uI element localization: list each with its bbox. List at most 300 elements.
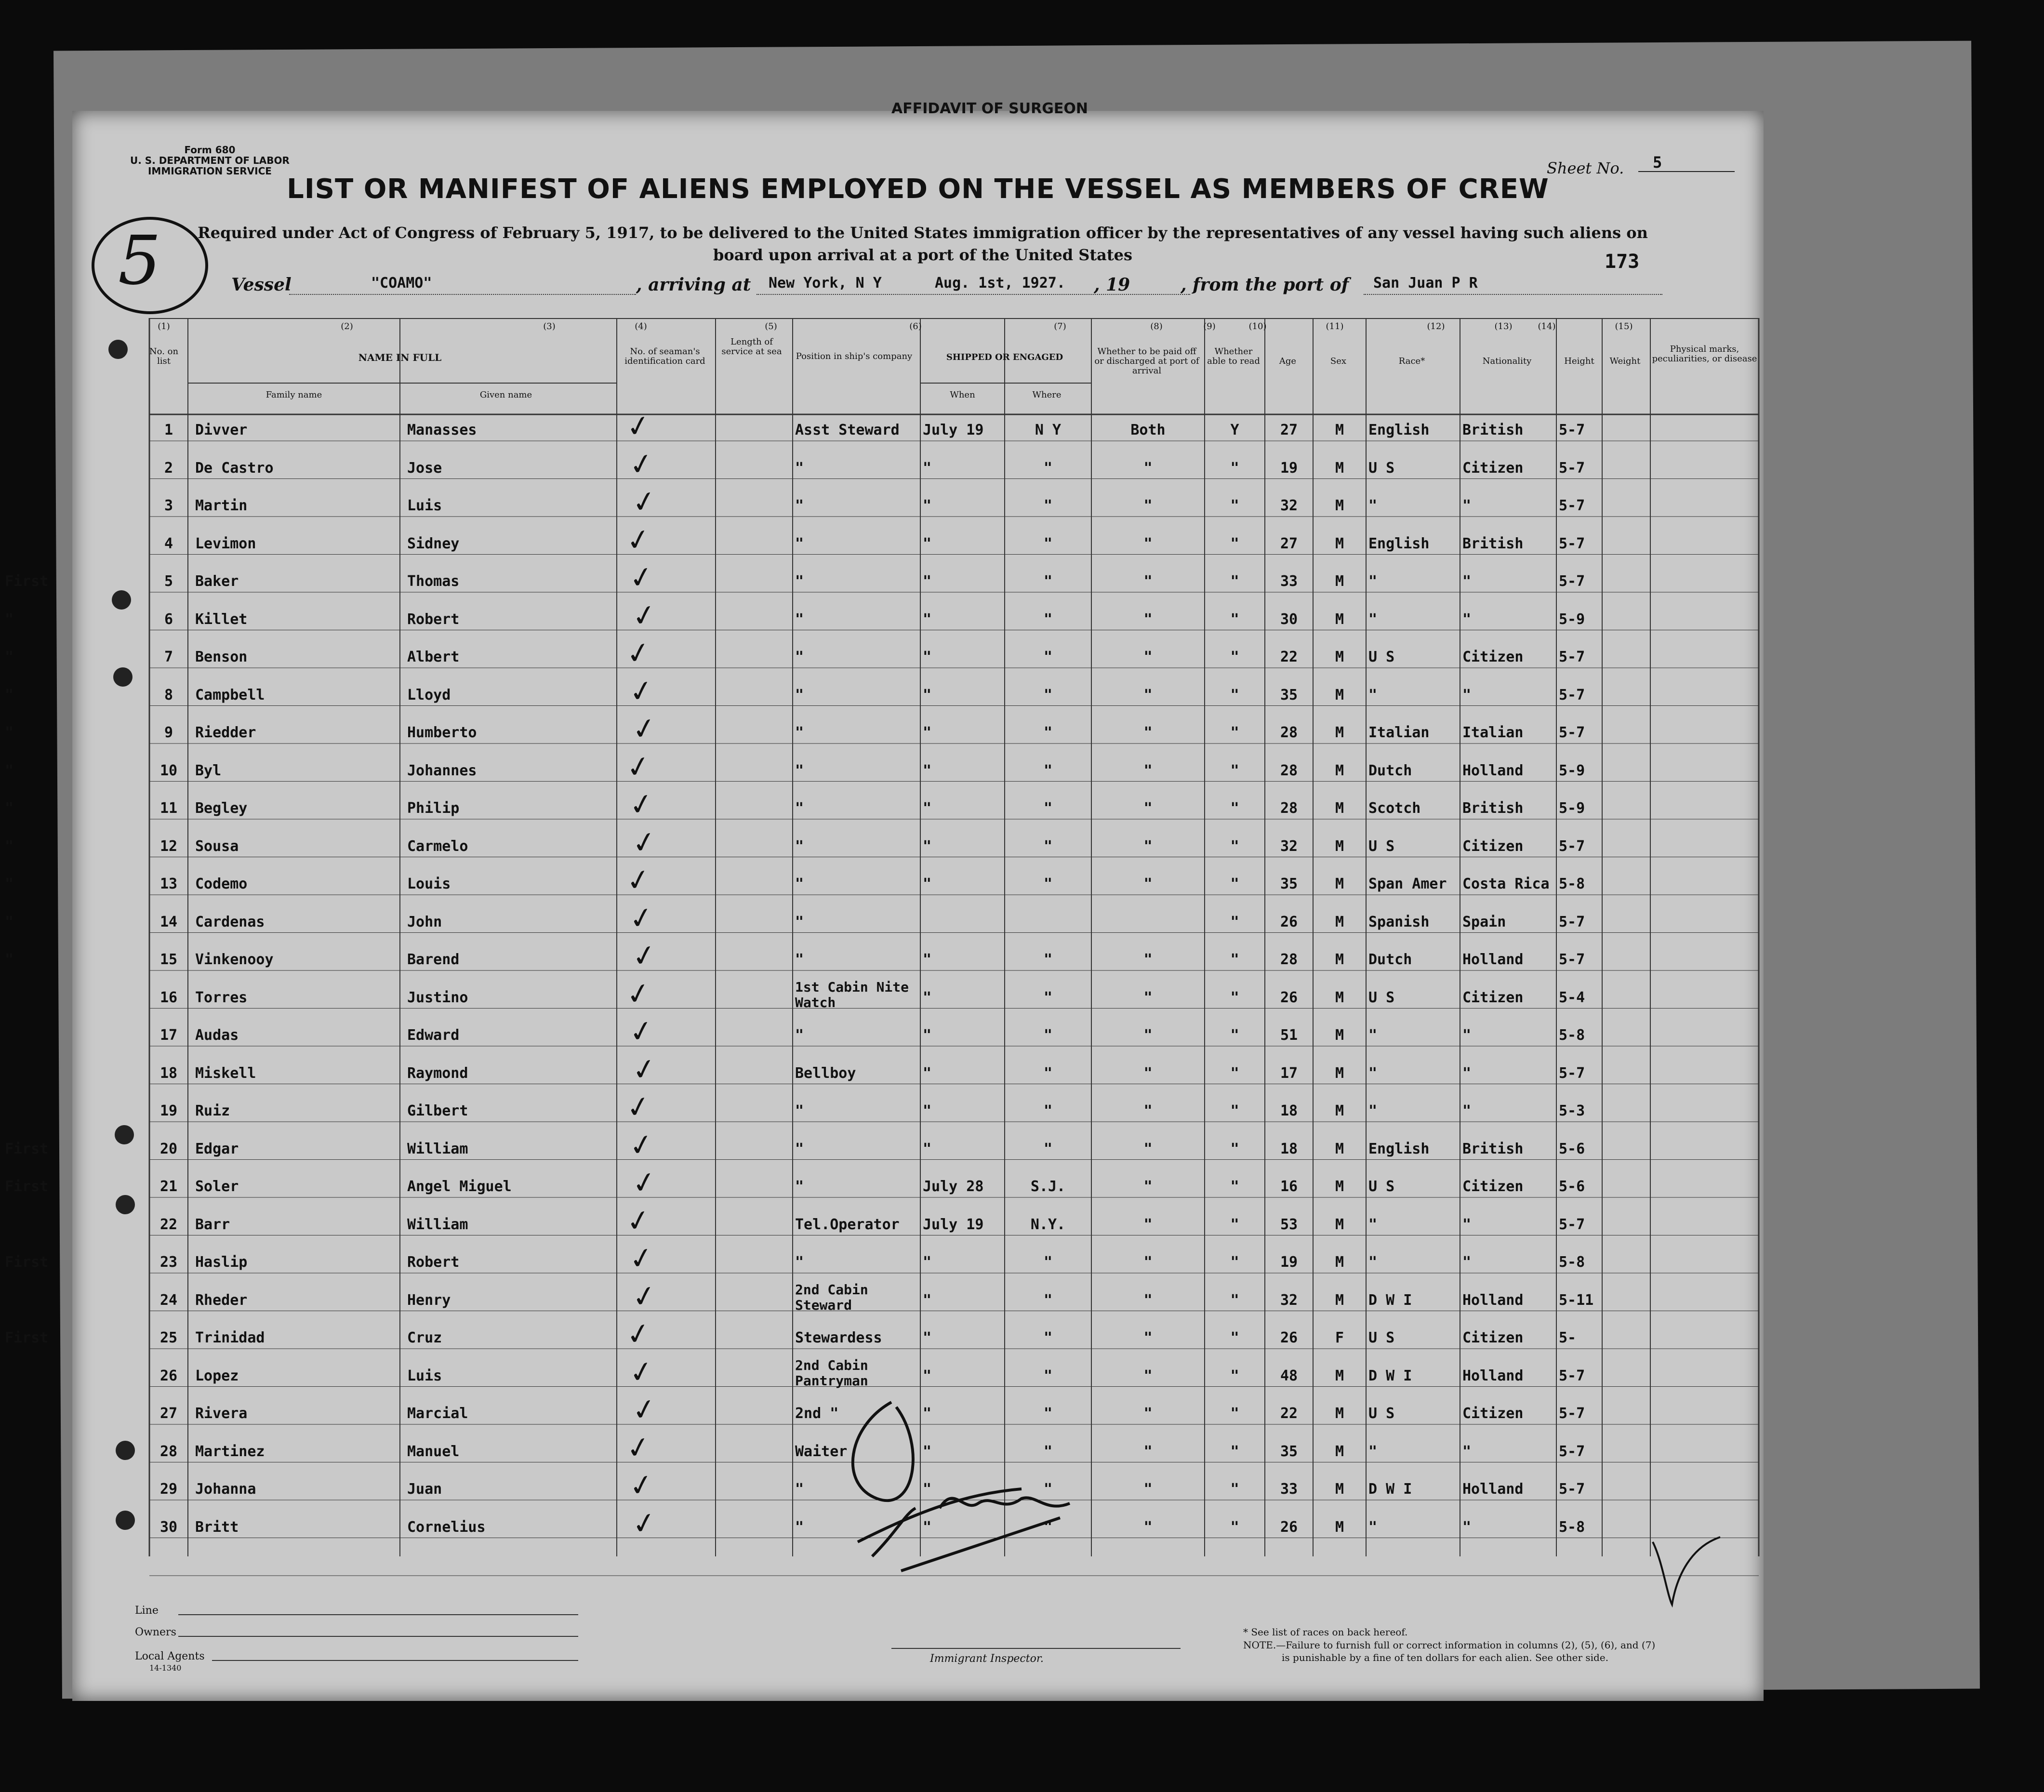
shipped-where: " xyxy=(1043,1481,1053,1498)
check-mark: ✓ xyxy=(624,975,653,1013)
punch-hole xyxy=(116,1441,135,1460)
shipped-when: " xyxy=(923,686,932,704)
able-to-read: " xyxy=(1230,535,1239,552)
given-name: Louis xyxy=(407,876,451,892)
able-to-read: " xyxy=(1230,1481,1239,1498)
form-line: Form 680 xyxy=(184,144,236,156)
given-name: Jose xyxy=(407,459,442,477)
race: U S xyxy=(1368,1178,1395,1195)
paid-off: " xyxy=(1143,1329,1153,1346)
check-mark: ✓ xyxy=(626,1240,656,1277)
nationality: Holland xyxy=(1462,762,1524,779)
race: U S xyxy=(1368,649,1395,665)
able-to-read: " xyxy=(1230,573,1239,590)
able-to-read: " xyxy=(1230,876,1239,892)
age: 51 xyxy=(1280,1027,1298,1044)
race: " xyxy=(1368,497,1378,514)
given-name: Luis xyxy=(407,1367,442,1384)
manifest-page xyxy=(5,100,1764,1701)
able-to-read: " xyxy=(1230,1291,1239,1309)
paid-off: " xyxy=(1143,1291,1153,1309)
family-name: Begley xyxy=(195,800,248,817)
punch-hole xyxy=(116,1511,135,1530)
sex: M xyxy=(1335,1405,1344,1422)
age: 19 xyxy=(1280,1254,1298,1271)
nationality: " xyxy=(1462,1254,1472,1271)
able-to-read: " xyxy=(1230,989,1239,1006)
race: Dutch xyxy=(1368,951,1412,968)
sex: M xyxy=(1335,1481,1344,1498)
year-label: , 19 xyxy=(1094,275,1130,295)
shipped-where: " xyxy=(1043,1140,1053,1157)
able-to-read: " xyxy=(1230,1367,1239,1384)
paid-off: " xyxy=(1143,1027,1153,1044)
nationality: Holland xyxy=(1462,951,1524,968)
age: 32 xyxy=(1280,497,1298,514)
check-mark: ✓ xyxy=(629,597,659,635)
check-mark: ✓ xyxy=(626,672,656,710)
age: 18 xyxy=(1280,1102,1298,1119)
shipped-where: " xyxy=(1043,1027,1053,1044)
race: " xyxy=(1368,1443,1378,1460)
family-name: Divver xyxy=(195,422,248,438)
able-to-read: " xyxy=(1230,1216,1239,1233)
paid-off: " xyxy=(1143,1254,1153,1271)
shipped-when: " xyxy=(923,762,932,779)
check-mark: ✓ xyxy=(629,1504,659,1542)
shipped-where: " xyxy=(1043,497,1053,514)
row-number: 10 xyxy=(159,762,178,779)
row-number: 15 xyxy=(159,951,178,968)
shipped-when: " xyxy=(923,1291,932,1309)
header-when: When xyxy=(950,390,975,400)
footer-line-rule xyxy=(178,1614,578,1615)
paid-off: " xyxy=(1143,876,1153,892)
position: " xyxy=(795,1102,804,1119)
height: 5-7 xyxy=(1559,497,1585,514)
family-name: Lopez xyxy=(195,1367,239,1384)
height: 5-7 xyxy=(1559,1064,1585,1082)
margin-note: " xyxy=(5,686,14,704)
paid-off: " xyxy=(1143,989,1153,1006)
paid-off: " xyxy=(1143,1367,1153,1384)
col-num: (10) xyxy=(1248,321,1267,332)
punch-hole xyxy=(115,1125,134,1144)
col-num: (6) xyxy=(909,321,922,332)
height: 5-7 xyxy=(1559,1405,1585,1422)
family-name: Cardenas xyxy=(195,913,265,930)
given-name: Thomas xyxy=(407,573,460,590)
paid-off: " xyxy=(1143,1178,1153,1195)
margin-note: " xyxy=(5,762,14,779)
shipped-where: " xyxy=(1043,1064,1053,1082)
age: 22 xyxy=(1280,1405,1298,1422)
header-height: Height xyxy=(1564,356,1594,366)
paid-off: Both xyxy=(1130,422,1166,438)
height: 5-7 xyxy=(1559,1216,1585,1233)
height: 5-7 xyxy=(1559,724,1585,741)
able-to-read: " xyxy=(1230,1064,1239,1082)
age: 26 xyxy=(1280,913,1298,930)
punch-hole xyxy=(113,667,133,687)
nationality: Spain xyxy=(1462,913,1506,930)
race: Span Amer xyxy=(1368,876,1447,892)
shipped-when: " xyxy=(923,1367,932,1384)
margin-note: " xyxy=(5,913,14,930)
family-name: Trinidad xyxy=(195,1329,265,1346)
position: " xyxy=(795,1481,804,1498)
family-name: Levimon xyxy=(195,535,256,552)
height: 5-9 xyxy=(1559,611,1585,628)
nationality: Costa Rica xyxy=(1462,876,1550,892)
race: U S xyxy=(1368,837,1395,855)
row-number: 28 xyxy=(159,1443,178,1460)
paid-off: " xyxy=(1143,535,1153,552)
header-length-service: Length of service at sea xyxy=(721,337,782,357)
age: 32 xyxy=(1280,1291,1298,1309)
check-mark: ✓ xyxy=(624,1088,653,1126)
nationality: Citizen xyxy=(1462,459,1524,477)
able-to-read: " xyxy=(1230,611,1239,628)
shipped-where: " xyxy=(1043,649,1053,665)
paid-off: " xyxy=(1143,1140,1153,1157)
row-number: 25 xyxy=(159,1329,178,1346)
margin-note: " xyxy=(5,876,14,892)
paid-off: " xyxy=(1143,1443,1153,1460)
height: 5-7 xyxy=(1559,1481,1585,1498)
position: " xyxy=(795,800,804,817)
nationality: Citizen xyxy=(1462,1405,1524,1422)
punch-hole xyxy=(112,590,131,610)
sex: M xyxy=(1335,1443,1344,1460)
sex: M xyxy=(1335,1064,1344,1082)
col-num: (2) xyxy=(341,321,353,332)
check-mark: ✓ xyxy=(629,1164,659,1202)
age: 48 xyxy=(1280,1367,1298,1384)
age: 27 xyxy=(1280,535,1298,552)
row-number: 11 xyxy=(159,800,178,817)
shipped-when: " xyxy=(923,837,932,855)
footer-owners-rule xyxy=(178,1636,578,1637)
age: 22 xyxy=(1280,649,1298,665)
family-name: Soler xyxy=(195,1178,239,1195)
given-name: Barend xyxy=(407,951,460,968)
given-name: Cruz xyxy=(407,1329,442,1346)
sex: M xyxy=(1335,611,1344,628)
shipped-when: " xyxy=(923,1329,932,1346)
shipped-when: " xyxy=(923,1443,932,1460)
shipped-where: " xyxy=(1043,951,1053,968)
vessel-name: "COAMO" xyxy=(371,275,432,292)
family-name: Audas xyxy=(195,1027,239,1044)
row-number: 24 xyxy=(159,1291,178,1309)
age: 33 xyxy=(1280,573,1298,590)
race: " xyxy=(1368,1064,1378,1082)
row-number: 7 xyxy=(164,649,173,665)
shipped-where: " xyxy=(1043,762,1053,779)
col-num: (14) xyxy=(1538,321,1556,332)
shipped-when: " xyxy=(923,724,932,741)
position: " xyxy=(795,762,804,779)
given-name: Philip xyxy=(407,800,460,817)
stamp-number: 173 xyxy=(1605,251,1640,273)
shipped-where: N.Y. xyxy=(1030,1216,1066,1233)
col-num: (11) xyxy=(1326,321,1344,332)
col-num: (8) xyxy=(1150,321,1163,332)
shipped-where: " xyxy=(1043,837,1053,855)
family-name: Benson xyxy=(195,649,248,665)
family-name: Byl xyxy=(195,762,222,779)
header-weight: Weight xyxy=(1609,356,1641,366)
shipped-where: " xyxy=(1043,724,1053,741)
margin-note: First xyxy=(5,573,49,590)
check-mark: ✓ xyxy=(626,786,656,823)
nationality: Holland xyxy=(1462,1481,1524,1498)
sex: M xyxy=(1335,1518,1344,1536)
shipped-when: " xyxy=(923,1518,932,1536)
col-num: (9) xyxy=(1203,321,1216,332)
able-to-read: " xyxy=(1230,913,1239,930)
race: Spanish xyxy=(1368,913,1430,930)
check-mark: ✓ xyxy=(626,899,656,937)
family-name: Torres xyxy=(195,989,248,1006)
position: " xyxy=(795,1140,804,1157)
family-name: Haslip xyxy=(195,1254,248,1271)
header-id-card: No. of seaman's identification card xyxy=(624,346,705,366)
row-number: 12 xyxy=(159,837,178,855)
family-name: Sousa xyxy=(195,837,239,855)
family-name: Rivera xyxy=(195,1405,248,1422)
family-name: Vinkenooy xyxy=(195,951,274,968)
nationality: Citizen xyxy=(1462,1178,1524,1195)
shipped-where: " xyxy=(1043,876,1053,892)
given-name: Carmelo xyxy=(407,837,468,855)
footer-note: * See list of races on back hereof. xyxy=(1243,1626,1408,1638)
age: 18 xyxy=(1280,1140,1298,1157)
age: 27 xyxy=(1280,422,1298,438)
row-number: 29 xyxy=(159,1481,178,1498)
age: 28 xyxy=(1280,762,1298,779)
shipped-when: " xyxy=(923,876,932,892)
able-to-read: " xyxy=(1230,686,1239,704)
check-mark: ✓ xyxy=(624,408,653,445)
vessel-field-line xyxy=(289,275,636,295)
sex: M xyxy=(1335,1140,1344,1157)
age: 32 xyxy=(1280,837,1298,855)
margin-note: First xyxy=(5,1140,49,1157)
age: 35 xyxy=(1280,876,1298,892)
position: " xyxy=(795,876,804,892)
family-name: Baker xyxy=(195,573,239,590)
shipped-when: " xyxy=(923,497,932,514)
sex: M xyxy=(1335,837,1344,855)
height: 5-7 xyxy=(1559,422,1585,438)
nationality: British xyxy=(1462,1140,1524,1157)
race: " xyxy=(1368,1518,1378,1536)
height: 5-9 xyxy=(1559,762,1585,779)
col-num: (7) xyxy=(1054,321,1066,332)
header-shipped: SHIPPED OR ENGAGED xyxy=(946,352,1063,362)
age: 53 xyxy=(1280,1216,1298,1233)
margin-note: " xyxy=(5,951,14,968)
shipped-when: " xyxy=(923,611,932,628)
paid-off: " xyxy=(1143,649,1153,665)
able-to-read: " xyxy=(1230,800,1239,817)
from-port: San Juan P R xyxy=(1373,275,1478,292)
header-sex: Sex xyxy=(1330,356,1347,366)
margin-note: " xyxy=(5,611,14,628)
able-to-read: " xyxy=(1230,724,1239,741)
sex: M xyxy=(1335,1291,1344,1309)
position: " xyxy=(795,951,804,968)
given-name: Luis xyxy=(407,497,442,514)
tick-mark xyxy=(1614,1484,1759,1629)
height: 5- xyxy=(1559,1329,1577,1346)
given-name: Gilbert xyxy=(407,1102,468,1119)
check-mark: ✓ xyxy=(629,1277,659,1315)
affidavit-heading: AFFIDAVIT OF SURGEON xyxy=(891,100,1088,117)
race: English xyxy=(1368,1140,1430,1157)
sex: M xyxy=(1335,800,1344,817)
age: 35 xyxy=(1280,1443,1298,1460)
race: U S xyxy=(1368,1405,1395,1422)
race: English xyxy=(1368,422,1430,438)
position: " xyxy=(795,1178,804,1195)
family-name: Martin xyxy=(195,497,248,514)
family-name: Johanna xyxy=(195,1481,256,1498)
punch-hole xyxy=(116,1195,135,1214)
sex: M xyxy=(1335,951,1344,968)
nationality: " xyxy=(1462,1064,1472,1082)
able-to-read: " xyxy=(1230,762,1239,779)
position: Waiter xyxy=(795,1443,848,1460)
race: U S xyxy=(1368,459,1395,477)
race: " xyxy=(1368,573,1378,590)
shipped-when: " xyxy=(923,1481,932,1498)
inspector-rule xyxy=(891,1648,1181,1649)
age: 33 xyxy=(1280,1481,1298,1498)
check-mark: ✓ xyxy=(624,1429,653,1467)
nationality: " xyxy=(1462,1518,1472,1536)
age: 26 xyxy=(1280,1518,1298,1536)
age: 16 xyxy=(1280,1178,1298,1195)
check-mark: ✓ xyxy=(624,748,653,786)
footer-note: is punishable by a fine of ten dollars for each alien. See other side. xyxy=(1282,1652,1609,1663)
race: D W I xyxy=(1368,1367,1412,1384)
row-number: 23 xyxy=(159,1254,178,1271)
age: 30 xyxy=(1280,611,1298,628)
given-name: Manasses xyxy=(407,422,477,438)
able-to-read: " xyxy=(1230,1178,1239,1195)
margin-note: First xyxy=(5,1178,49,1195)
family-name: Martinez xyxy=(195,1443,265,1460)
punch-hole xyxy=(108,340,128,359)
given-name: Lloyd xyxy=(407,686,451,704)
able-to-read: " xyxy=(1230,497,1239,514)
shipped-where: N Y xyxy=(1035,422,1062,438)
race: U S xyxy=(1368,989,1395,1006)
row-number: 21 xyxy=(159,1178,178,1195)
sex: M xyxy=(1335,497,1344,514)
shipped-when: " xyxy=(923,989,932,1006)
check-mark: ✓ xyxy=(624,1315,653,1353)
arriving-label: , arriving at xyxy=(636,275,751,295)
family-name: Codemo xyxy=(195,876,248,892)
check-mark: ✓ xyxy=(626,559,656,597)
sheet-label: Sheet No. xyxy=(1547,159,1624,177)
family-name: Britt xyxy=(195,1518,239,1536)
check-mark: ✓ xyxy=(626,1126,656,1164)
paid-off: " xyxy=(1143,573,1153,590)
col-num: (1) xyxy=(158,321,170,332)
shipped-where: " xyxy=(1043,459,1053,477)
row-number: 19 xyxy=(159,1102,178,1119)
check-mark: ✓ xyxy=(626,1013,656,1050)
shipped-where: " xyxy=(1043,611,1053,628)
footer-agents-label: Local Agents xyxy=(135,1650,205,1662)
row-number: 9 xyxy=(164,724,173,741)
arriving-port: New York, N Y xyxy=(769,275,882,292)
shipped-when: " xyxy=(923,1405,932,1422)
nationality: Holland xyxy=(1462,1367,1524,1384)
from-port-label: , from the port of xyxy=(1181,275,1349,295)
sex: F xyxy=(1335,1329,1344,1346)
sex: M xyxy=(1335,422,1344,438)
age: 35 xyxy=(1280,686,1298,704)
check-mark: ✓ xyxy=(626,1467,656,1504)
race: D W I xyxy=(1368,1481,1412,1498)
given-name: Juan xyxy=(407,1481,442,1498)
sex: M xyxy=(1335,1102,1344,1119)
col-num: (13) xyxy=(1494,321,1513,332)
able-to-read: " xyxy=(1230,1518,1239,1536)
able-to-read: " xyxy=(1230,1329,1239,1346)
sex: M xyxy=(1335,686,1344,704)
col-num: (5) xyxy=(765,321,777,332)
row-number: 13 xyxy=(159,876,178,892)
form-line: U. S. DEPARTMENT OF LABOR xyxy=(130,155,290,166)
sex: M xyxy=(1335,762,1344,779)
sex: M xyxy=(1335,1178,1344,1195)
nationality: British xyxy=(1462,535,1524,552)
given-name: Edward xyxy=(407,1027,460,1044)
height: 5-7 xyxy=(1559,837,1585,855)
position: " xyxy=(795,649,804,665)
subtitle: Required under Act of Congress of February 5, 1917, to be delivered to the United States immigration officer by the representatives of any vessel having such aliens on board upon arrival at a port of the United States xyxy=(198,224,1648,264)
sex: M xyxy=(1335,913,1344,930)
nationality: " xyxy=(1462,611,1472,628)
position: " xyxy=(795,724,804,741)
margin-note: " xyxy=(5,800,14,817)
margin-note: " xyxy=(5,649,14,665)
given-name: Sidney xyxy=(407,535,460,552)
given-name: Cornelius xyxy=(407,1518,486,1536)
row-number: 6 xyxy=(164,611,173,628)
height: 5-3 xyxy=(1559,1102,1585,1119)
shipped-where: " xyxy=(1043,1367,1053,1384)
height: 5-8 xyxy=(1559,1518,1585,1536)
position: 1st Cabin Nite Watch xyxy=(795,979,909,1010)
shipped-where: S.J. xyxy=(1030,1178,1066,1195)
col-num: (4) xyxy=(635,321,647,332)
position: " xyxy=(795,913,804,930)
paid-off: " xyxy=(1143,1216,1153,1233)
paid-off: " xyxy=(1143,837,1153,855)
given-name: Robert xyxy=(407,611,460,628)
height: 5-7 xyxy=(1559,459,1585,477)
race: " xyxy=(1368,1027,1378,1044)
shipped-when: " xyxy=(923,459,932,477)
